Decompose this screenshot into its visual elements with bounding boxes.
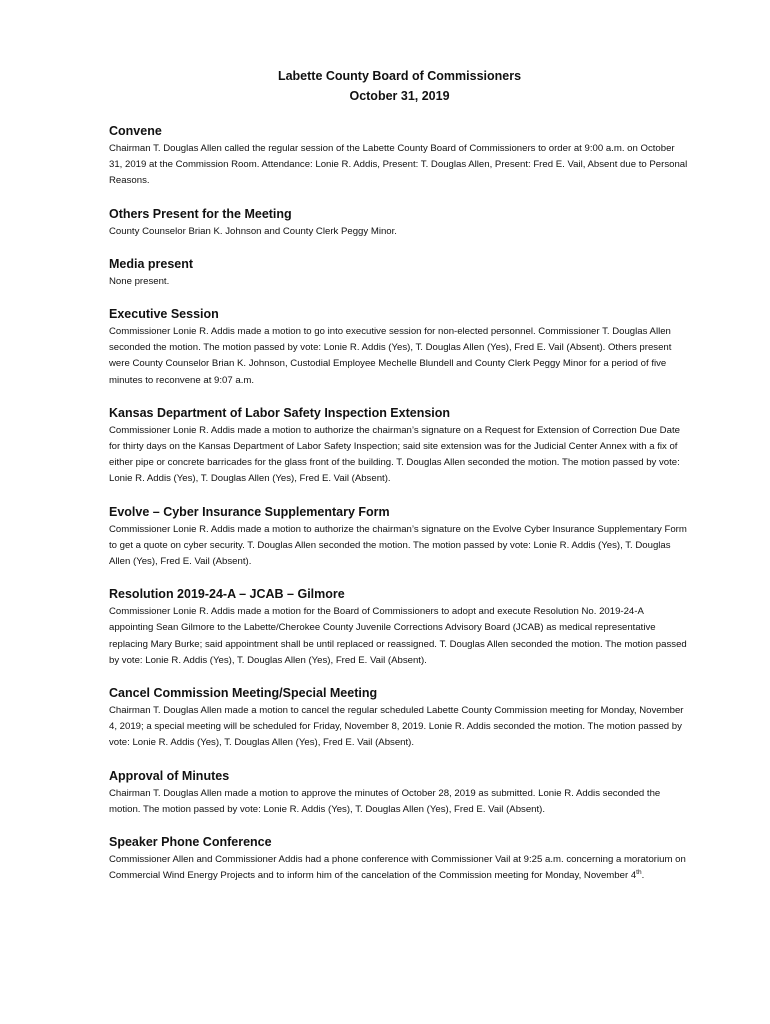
document-title: Labette County Board of Commissioners bbox=[277, 69, 522, 83]
section-body: Commissioner Lonie R. Addis made a motion to authorize the chairman’s signature on a Request for Extension of Correction Due Date for thirty days on the Kansas Department of Labor Safety Inspection; said site extension was for the Judicial Center Annex with a fix of either pipe or concrete barricades for the glass front of the building. T. Douglas Allen seconded the motion. The motion passed by vote: Lonie R. Addis (Yes), T. Douglas Allen (Yes), Fred E. Vail (Absent). bbox=[109, 424, 680, 485]
section-body-paragraph bbox=[109, 852, 690, 884]
section-kdol-extension bbox=[109, 404, 690, 488]
section-body: Commissioner Lonie R. Addis made a motion to authorize the chairman’s signature on the Evolve Cyber Insurance Supplementary Form to get a quote on cyber security. T. Douglas Allen seconded the motion. The motion passed by vote: Lonie R. Addis (Yes), T. Douglas Allen (Yes), Fred E. Vail (Absent). bbox=[109, 523, 687, 568]
section-executive-session bbox=[109, 305, 690, 389]
section-body: County Counselor Brian K. Johnson and County Clerk Peggy Minor. bbox=[109, 225, 397, 237]
section-heading: Media present bbox=[109, 256, 194, 271]
document-header bbox=[109, 66, 690, 106]
section-approval-minutes bbox=[109, 767, 690, 818]
section-media-present bbox=[109, 255, 690, 290]
section-heading: Resolution 2019-24-A – JCAB – Gilmore bbox=[109, 587, 345, 602]
section-evolve-cyber bbox=[109, 503, 690, 571]
section-body: Commissioner Lonie R. Addis made a motion for the Board of Commissioners to adopt and execute Resolution No. 2019-24-A appointing Sean Gilmore to the Labette/Cherokee County Juvenile Corrections Advisory Board (JCAB) as medical representative replacing Mary Burke; said appointment shall be until replaced or reassigned. T. Douglas Allen seconded the motion. The motion passed by vote: Lonie R. Addis (Yes), T. Douglas Allen (Yes), Fred E. Vail (Absent). bbox=[109, 606, 687, 666]
section-heading: Speaker Phone Conference bbox=[109, 835, 272, 850]
section-speaker-phone bbox=[109, 833, 690, 884]
section-body-tail: . bbox=[641, 870, 645, 882]
section-resolution-jcab bbox=[109, 585, 690, 669]
section-body: Commissioner Lonie R. Addis made a motion to go into executive session for non-elected personnel. Commissioner T. Douglas Allen seconded the motion. The motion passed by vote: Lonie R. Addis (Yes), T. Douglas Allen (Yes), Fred E. Vail (Absent). Others present were County Counselor Brian K. Johnson, Custodial Employee Mechelle Blundell and County Clerk Peggy Minor for a period of five minutes to reconvene at 9:07 a.m. bbox=[109, 326, 672, 386]
section-heading: Evolve – Cyber Insurance Supplementary Form bbox=[109, 504, 390, 519]
section-body: Chairman T. Douglas Allen made a motion to cancel the regular scheduled Labette County Commission meeting for Monday, November 4, 2019; a special meeting will be scheduled for Friday, November 8, 2019. Lonie R. Addis seconded the motion. The motion passed by vote: Lonie R. Addis (Yes), T. Douglas Allen (Yes), Fred E. Vail (Absent). bbox=[109, 705, 684, 749]
section-body: Chairman T. Douglas Allen made a motion to approve the minutes of October 28, 2019 as submitted. Lonie R. Addis seconded the motion. The motion passed by vote: Lonie R. Addis (Yes), T. Douglas Allen (Yes), Fred E. Vail (Absent). bbox=[109, 787, 661, 815]
section-cancel-meeting bbox=[109, 684, 690, 752]
section-body: Chairman T. Douglas Allen called the regular session of the Labette County Board of Commissioners to order at 9:00 a.m. on October 31, 2019 at the Commission Room. Attendance: Lonie R. Addis, Present: T. Douglas Allen, Present: Fred E. Vail, Absent due to Personal Reasons. bbox=[109, 143, 688, 187]
section-body: None present. bbox=[109, 275, 170, 287]
document-date: October 31, 2019 bbox=[349, 89, 450, 103]
section-heading: Kansas Department of Labor Safety Inspection Extension bbox=[109, 405, 451, 420]
ordinal-suffix: th bbox=[636, 869, 642, 877]
section-heading: Convene bbox=[109, 124, 162, 138]
section-others-present bbox=[109, 205, 690, 240]
section-heading: Cancel Commission Meeting/Special Meeting bbox=[109, 686, 378, 701]
section-body: Commissioner Allen and Commissioner Addis had a phone conference with Commissioner Vail at 9:25 a.m. concerning a moratorium on Commercial Wind Energy Projects and to inform him of the cancelation of the Commission meeting for Monday, November 4 bbox=[109, 854, 686, 882]
section-heading: Others Present for the Meeting bbox=[109, 206, 292, 221]
section-heading: Executive Session bbox=[109, 307, 219, 322]
section-convene bbox=[109, 122, 690, 190]
section-heading: Approval of Minutes bbox=[109, 768, 230, 783]
